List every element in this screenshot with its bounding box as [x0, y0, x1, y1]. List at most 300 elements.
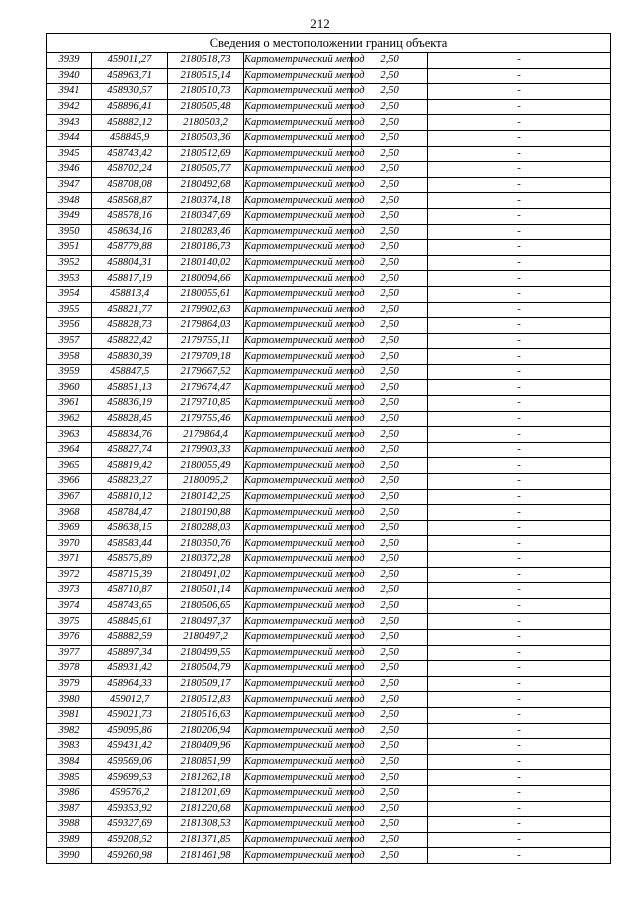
cell-x-coordinate: 458828,45 — [92, 411, 168, 427]
cell-y-coordinate: 2181308,53 — [168, 817, 244, 833]
cell-x-coordinate: 458819,42 — [92, 458, 168, 474]
cell-point-number: 3987 — [47, 801, 92, 817]
cell-description: - — [428, 598, 611, 614]
cell-point-number: 3978 — [47, 661, 92, 677]
cell-x-coordinate: 458822,42 — [92, 333, 168, 349]
cell-x-coordinate: 458847,5 — [92, 364, 168, 380]
cell-y-coordinate: 2180055,49 — [168, 458, 244, 474]
cell-method: Картометрический метод — [244, 458, 352, 474]
cell-description: - — [428, 240, 611, 256]
table-row — [47, 130, 611, 146]
cell-x-coordinate: 458817,19 — [92, 271, 168, 287]
cell-accuracy: 2,50 — [352, 364, 428, 380]
cell-point-number: 3981 — [47, 707, 92, 723]
cell-y-coordinate: 2180094,66 — [168, 271, 244, 287]
cell-y-coordinate: 2180491,02 — [168, 567, 244, 583]
cell-accuracy: 2,50 — [352, 692, 428, 708]
cell-accuracy: 2,50 — [352, 474, 428, 490]
cell-method: Картометрический метод — [244, 208, 352, 224]
cell-point-number: 3974 — [47, 598, 92, 614]
table-body — [47, 53, 611, 864]
cell-x-coordinate: 459576,2 — [92, 785, 168, 801]
cell-accuracy: 2,50 — [352, 598, 428, 614]
table-row — [47, 645, 611, 661]
cell-accuracy: 2,50 — [352, 427, 428, 443]
cell-y-coordinate: 2179902,63 — [168, 302, 244, 318]
cell-accuracy: 2,50 — [352, 754, 428, 770]
cell-point-number: 3945 — [47, 146, 92, 162]
table-row — [47, 177, 611, 193]
cell-y-coordinate: 2180140,02 — [168, 255, 244, 271]
table-row — [47, 598, 611, 614]
cell-method: Картометрический метод — [244, 271, 352, 287]
cell-accuracy: 2,50 — [352, 848, 428, 864]
cell-method: Картометрический метод — [244, 723, 352, 739]
cell-point-number: 3947 — [47, 177, 92, 193]
cell-x-coordinate: 458896,41 — [92, 99, 168, 115]
cell-x-coordinate: 458834,76 — [92, 427, 168, 443]
boundary-coordinates-table — [46, 33, 611, 864]
cell-accuracy: 2,50 — [352, 676, 428, 692]
cell-point-number: 3961 — [47, 396, 92, 412]
cell-x-coordinate: 459012,7 — [92, 692, 168, 708]
cell-accuracy: 2,50 — [352, 723, 428, 739]
cell-y-coordinate: 2181262,18 — [168, 770, 244, 786]
cell-y-coordinate: 2179709,18 — [168, 349, 244, 365]
cell-method: Картометрический метод — [244, 832, 352, 848]
cell-y-coordinate: 2181461,98 — [168, 848, 244, 864]
cell-x-coordinate: 459699,53 — [92, 770, 168, 786]
table-row — [47, 583, 611, 599]
cell-y-coordinate: 2180095,2 — [168, 474, 244, 490]
cell-point-number: 3968 — [47, 505, 92, 521]
table-row — [47, 286, 611, 302]
table-row — [47, 240, 611, 256]
table-row — [47, 396, 611, 412]
cell-point-number: 3960 — [47, 380, 92, 396]
cell-y-coordinate: 2180492,68 — [168, 177, 244, 193]
cell-description: - — [428, 427, 611, 443]
cell-method: Картометрический метод — [244, 614, 352, 630]
cell-x-coordinate: 458845,61 — [92, 614, 168, 630]
cell-y-coordinate: 2180374,18 — [168, 193, 244, 209]
cell-x-coordinate: 458708,08 — [92, 177, 168, 193]
cell-method: Картометрический метод — [244, 162, 352, 178]
cell-accuracy: 2,50 — [352, 739, 428, 755]
table-row — [47, 536, 611, 552]
cell-point-number: 3951 — [47, 240, 92, 256]
cell-description: - — [428, 177, 611, 193]
cell-point-number: 3977 — [47, 645, 92, 661]
cell-accuracy: 2,50 — [352, 130, 428, 146]
table-row — [47, 817, 611, 833]
cell-accuracy: 2,50 — [352, 162, 428, 178]
table-row — [47, 68, 611, 84]
cell-point-number: 3954 — [47, 286, 92, 302]
cell-point-number: 3956 — [47, 318, 92, 334]
cell-point-number: 3942 — [47, 99, 92, 115]
cell-description: - — [428, 785, 611, 801]
cell-description: - — [428, 224, 611, 240]
cell-accuracy: 2,50 — [352, 552, 428, 568]
cell-description: - — [428, 255, 611, 271]
table-row — [47, 848, 611, 864]
cell-description: - — [428, 848, 611, 864]
cell-x-coordinate: 458828,73 — [92, 318, 168, 334]
cell-description: - — [428, 302, 611, 318]
cell-point-number: 3972 — [47, 567, 92, 583]
cell-y-coordinate: 2179710,85 — [168, 396, 244, 412]
table-row — [47, 271, 611, 287]
cell-point-number: 3985 — [47, 770, 92, 786]
cell-method: Картометрический метод — [244, 130, 352, 146]
cell-method: Картометрический метод — [244, 442, 352, 458]
cell-point-number: 3941 — [47, 84, 92, 100]
cell-point-number: 3957 — [47, 333, 92, 349]
cell-x-coordinate: 458583,44 — [92, 536, 168, 552]
cell-accuracy: 2,50 — [352, 817, 428, 833]
cell-method: Картометрический метод — [244, 396, 352, 412]
cell-accuracy: 2,50 — [352, 240, 428, 256]
cell-point-number: 3948 — [47, 193, 92, 209]
cell-y-coordinate: 2180288,03 — [168, 520, 244, 536]
cell-description: - — [428, 286, 611, 302]
cell-method: Картометрический метод — [244, 817, 352, 833]
cell-method: Картометрический метод — [244, 629, 352, 645]
cell-y-coordinate: 2180518,73 — [168, 53, 244, 69]
cell-point-number: 3967 — [47, 489, 92, 505]
table-row — [47, 427, 611, 443]
cell-method: Картометрический метод — [244, 318, 352, 334]
table-row — [47, 458, 611, 474]
cell-method: Картометрический метод — [244, 552, 352, 568]
cell-accuracy: 2,50 — [352, 645, 428, 661]
cell-y-coordinate: 2180501,14 — [168, 583, 244, 599]
cell-y-coordinate: 2180409,96 — [168, 739, 244, 755]
cell-x-coordinate: 459431,42 — [92, 739, 168, 755]
cell-point-number: 3939 — [47, 53, 92, 69]
cell-point-number: 3988 — [47, 817, 92, 833]
cell-description: - — [428, 520, 611, 536]
cell-accuracy: 2,50 — [352, 146, 428, 162]
cell-y-coordinate: 2179755,11 — [168, 333, 244, 349]
cell-y-coordinate: 2180497,37 — [168, 614, 244, 630]
cell-method: Картометрический метод — [244, 505, 352, 521]
cell-x-coordinate: 459208,52 — [92, 832, 168, 848]
cell-y-coordinate: 2179667,52 — [168, 364, 244, 380]
cell-accuracy: 2,50 — [352, 396, 428, 412]
cell-accuracy: 2,50 — [352, 302, 428, 318]
cell-method: Картометрический метод — [244, 99, 352, 115]
table-row — [47, 676, 611, 692]
cell-description: - — [428, 739, 611, 755]
cell-y-coordinate: 2180505,77 — [168, 162, 244, 178]
cell-y-coordinate: 2180515,14 — [168, 68, 244, 84]
cell-description: - — [428, 411, 611, 427]
cell-y-coordinate: 2180283,46 — [168, 224, 244, 240]
cell-x-coordinate: 458897,34 — [92, 645, 168, 661]
cell-method: Картометрический метод — [244, 364, 352, 380]
cell-point-number: 3984 — [47, 754, 92, 770]
cell-point-number: 3976 — [47, 629, 92, 645]
cell-description: - — [428, 489, 611, 505]
table-row — [47, 442, 611, 458]
cell-description: - — [428, 99, 611, 115]
table-row — [47, 333, 611, 349]
cell-point-number: 3973 — [47, 583, 92, 599]
cell-accuracy: 2,50 — [352, 707, 428, 723]
cell-method: Картометрический метод — [244, 785, 352, 801]
cell-method: Картометрический метод — [244, 53, 352, 69]
cell-point-number: 3962 — [47, 411, 92, 427]
cell-accuracy: 2,50 — [352, 349, 428, 365]
cell-point-number: 3990 — [47, 848, 92, 864]
cell-x-coordinate: 459353,92 — [92, 801, 168, 817]
cell-method: Картометрический метод — [244, 536, 352, 552]
cell-point-number: 3979 — [47, 676, 92, 692]
cell-method: Картометрический метод — [244, 661, 352, 677]
cell-method: Картометрический метод — [244, 146, 352, 162]
cell-description: - — [428, 676, 611, 692]
table-row — [47, 364, 611, 380]
cell-method: Картометрический метод — [244, 411, 352, 427]
cell-x-coordinate: 459011,27 — [92, 53, 168, 69]
cell-accuracy: 2,50 — [352, 318, 428, 334]
cell-x-coordinate: 458823,27 — [92, 474, 168, 490]
cell-accuracy: 2,50 — [352, 99, 428, 115]
cell-accuracy: 2,50 — [352, 458, 428, 474]
table-row — [47, 832, 611, 848]
cell-method: Картометрический метод — [244, 302, 352, 318]
cell-description: - — [428, 536, 611, 552]
cell-point-number: 3986 — [47, 785, 92, 801]
cell-x-coordinate: 459327,69 — [92, 817, 168, 833]
cell-method: Картометрический метод — [244, 489, 352, 505]
cell-method: Картометрический метод — [244, 707, 352, 723]
cell-accuracy: 2,50 — [352, 224, 428, 240]
cell-description: - — [428, 458, 611, 474]
cell-point-number: 3966 — [47, 474, 92, 490]
cell-x-coordinate: 458715,39 — [92, 567, 168, 583]
cell-description: - — [428, 442, 611, 458]
table-row — [47, 707, 611, 723]
cell-accuracy: 2,50 — [352, 832, 428, 848]
table-row — [47, 302, 611, 318]
table-row — [47, 770, 611, 786]
cell-point-number: 3963 — [47, 427, 92, 443]
table-row — [47, 224, 611, 240]
cell-y-coordinate: 2180503,36 — [168, 130, 244, 146]
cell-accuracy: 2,50 — [352, 505, 428, 521]
cell-x-coordinate: 458702,24 — [92, 162, 168, 178]
table-row — [47, 614, 611, 630]
cell-y-coordinate: 2179755,46 — [168, 411, 244, 427]
cell-x-coordinate: 458963,71 — [92, 68, 168, 84]
cell-x-coordinate: 459021,73 — [92, 707, 168, 723]
cell-y-coordinate: 2181220,68 — [168, 801, 244, 817]
cell-y-coordinate: 2180190,88 — [168, 505, 244, 521]
table-row — [47, 208, 611, 224]
cell-description: - — [428, 832, 611, 848]
table-row — [47, 115, 611, 131]
cell-accuracy: 2,50 — [352, 801, 428, 817]
cell-accuracy: 2,50 — [352, 629, 428, 645]
table-row — [47, 318, 611, 334]
table-row — [47, 489, 611, 505]
cell-point-number: 3952 — [47, 255, 92, 271]
cell-y-coordinate: 2180206,94 — [168, 723, 244, 739]
cell-accuracy: 2,50 — [352, 785, 428, 801]
table-row — [47, 53, 611, 69]
cell-y-coordinate: 2179903,33 — [168, 442, 244, 458]
cell-y-coordinate: 2180516,63 — [168, 707, 244, 723]
cell-x-coordinate: 458836,19 — [92, 396, 168, 412]
table-row — [47, 380, 611, 396]
cell-description: - — [428, 661, 611, 677]
table-row — [47, 739, 611, 755]
cell-method: Картометрический метод — [244, 84, 352, 100]
cell-x-coordinate: 458743,42 — [92, 146, 168, 162]
cell-description: - — [428, 333, 611, 349]
table-row — [47, 567, 611, 583]
cell-description: - — [428, 817, 611, 833]
cell-x-coordinate: 459260,98 — [92, 848, 168, 864]
table-row — [47, 84, 611, 100]
cell-description: - — [428, 505, 611, 521]
cell-accuracy: 2,50 — [352, 333, 428, 349]
table-row — [47, 255, 611, 271]
cell-description: - — [428, 645, 611, 661]
cell-accuracy: 2,50 — [352, 115, 428, 131]
cell-point-number: 3982 — [47, 723, 92, 739]
cell-description: - — [428, 754, 611, 770]
cell-accuracy: 2,50 — [352, 193, 428, 209]
cell-description: - — [428, 115, 611, 131]
cell-x-coordinate: 458710,87 — [92, 583, 168, 599]
cell-accuracy: 2,50 — [352, 520, 428, 536]
cell-method: Картометрический метод — [244, 692, 352, 708]
cell-description: - — [428, 801, 611, 817]
cell-x-coordinate: 458575,89 — [92, 552, 168, 568]
cell-point-number: 3953 — [47, 271, 92, 287]
cell-description: - — [428, 707, 611, 723]
cell-x-coordinate: 458779,88 — [92, 240, 168, 256]
cell-x-coordinate: 458784,47 — [92, 505, 168, 521]
table-title: Сведения о местоположении границ объекта — [47, 34, 611, 53]
cell-y-coordinate: 2180510,73 — [168, 84, 244, 100]
cell-point-number: 3969 — [47, 520, 92, 536]
cell-point-number: 3949 — [47, 208, 92, 224]
cell-x-coordinate: 458930,57 — [92, 84, 168, 100]
cell-accuracy: 2,50 — [352, 583, 428, 599]
cell-accuracy: 2,50 — [352, 208, 428, 224]
cell-method: Картометрический метод — [244, 676, 352, 692]
cell-x-coordinate: 459569,06 — [92, 754, 168, 770]
cell-accuracy: 2,50 — [352, 68, 428, 84]
cell-point-number: 3950 — [47, 224, 92, 240]
cell-description: - — [428, 552, 611, 568]
cell-y-coordinate: 2179864,4 — [168, 427, 244, 443]
cell-method: Картометрический метод — [244, 177, 352, 193]
cell-point-number: 3971 — [47, 552, 92, 568]
cell-description: - — [428, 130, 611, 146]
cell-y-coordinate: 2180506,65 — [168, 598, 244, 614]
cell-x-coordinate: 459095,86 — [92, 723, 168, 739]
cell-description: - — [428, 567, 611, 583]
cell-description: - — [428, 396, 611, 412]
cell-y-coordinate: 2180512,83 — [168, 692, 244, 708]
cell-description: - — [428, 583, 611, 599]
table-row — [47, 474, 611, 490]
table-row — [47, 193, 611, 209]
cell-method: Картометрический метод — [244, 333, 352, 349]
cell-description: - — [428, 271, 611, 287]
cell-point-number: 3980 — [47, 692, 92, 708]
cell-method: Картометрический метод — [244, 349, 352, 365]
table-row — [47, 661, 611, 677]
cell-method: Картометрический метод — [244, 520, 352, 536]
table-row — [47, 754, 611, 770]
cell-y-coordinate: 2180505,48 — [168, 99, 244, 115]
cell-accuracy: 2,50 — [352, 286, 428, 302]
cell-point-number: 3964 — [47, 442, 92, 458]
cell-description: - — [428, 614, 611, 630]
cell-y-coordinate: 2180142,25 — [168, 489, 244, 505]
cell-method: Картометрический метод — [244, 583, 352, 599]
cell-accuracy: 2,50 — [352, 84, 428, 100]
cell-point-number: 3965 — [47, 458, 92, 474]
cell-y-coordinate: 2180055,61 — [168, 286, 244, 302]
table-row — [47, 411, 611, 427]
cell-x-coordinate: 458882,12 — [92, 115, 168, 131]
cell-point-number: 3946 — [47, 162, 92, 178]
cell-y-coordinate: 2180499,55 — [168, 645, 244, 661]
cell-point-number: 3959 — [47, 364, 92, 380]
cell-y-coordinate: 2181201,69 — [168, 785, 244, 801]
table-row — [47, 723, 611, 739]
cell-y-coordinate: 2180347,69 — [168, 208, 244, 224]
cell-accuracy: 2,50 — [352, 489, 428, 505]
cell-x-coordinate: 458578,16 — [92, 208, 168, 224]
cell-method: Картометрический метод — [244, 770, 352, 786]
cell-x-coordinate: 458827,74 — [92, 442, 168, 458]
cell-point-number: 3955 — [47, 302, 92, 318]
table-row — [47, 692, 611, 708]
cell-accuracy: 2,50 — [352, 53, 428, 69]
table-row — [47, 629, 611, 645]
table-row — [47, 505, 611, 521]
cell-method: Картометрический метод — [244, 754, 352, 770]
cell-x-coordinate: 458845,9 — [92, 130, 168, 146]
cell-accuracy: 2,50 — [352, 536, 428, 552]
cell-x-coordinate: 458568,87 — [92, 193, 168, 209]
table-row — [47, 349, 611, 365]
cell-x-coordinate: 458638,15 — [92, 520, 168, 536]
cell-method: Картометрический метод — [244, 68, 352, 84]
cell-y-coordinate: 2180186,73 — [168, 240, 244, 256]
cell-accuracy: 2,50 — [352, 614, 428, 630]
cell-x-coordinate: 458830,39 — [92, 349, 168, 365]
cell-accuracy: 2,50 — [352, 661, 428, 677]
cell-point-number: 3970 — [47, 536, 92, 552]
cell-description: - — [428, 146, 611, 162]
table-row — [47, 99, 611, 115]
cell-method: Картометрический метод — [244, 567, 352, 583]
cell-description: - — [428, 380, 611, 396]
cell-accuracy: 2,50 — [352, 271, 428, 287]
cell-accuracy: 2,50 — [352, 770, 428, 786]
cell-method: Картометрический метод — [244, 598, 352, 614]
